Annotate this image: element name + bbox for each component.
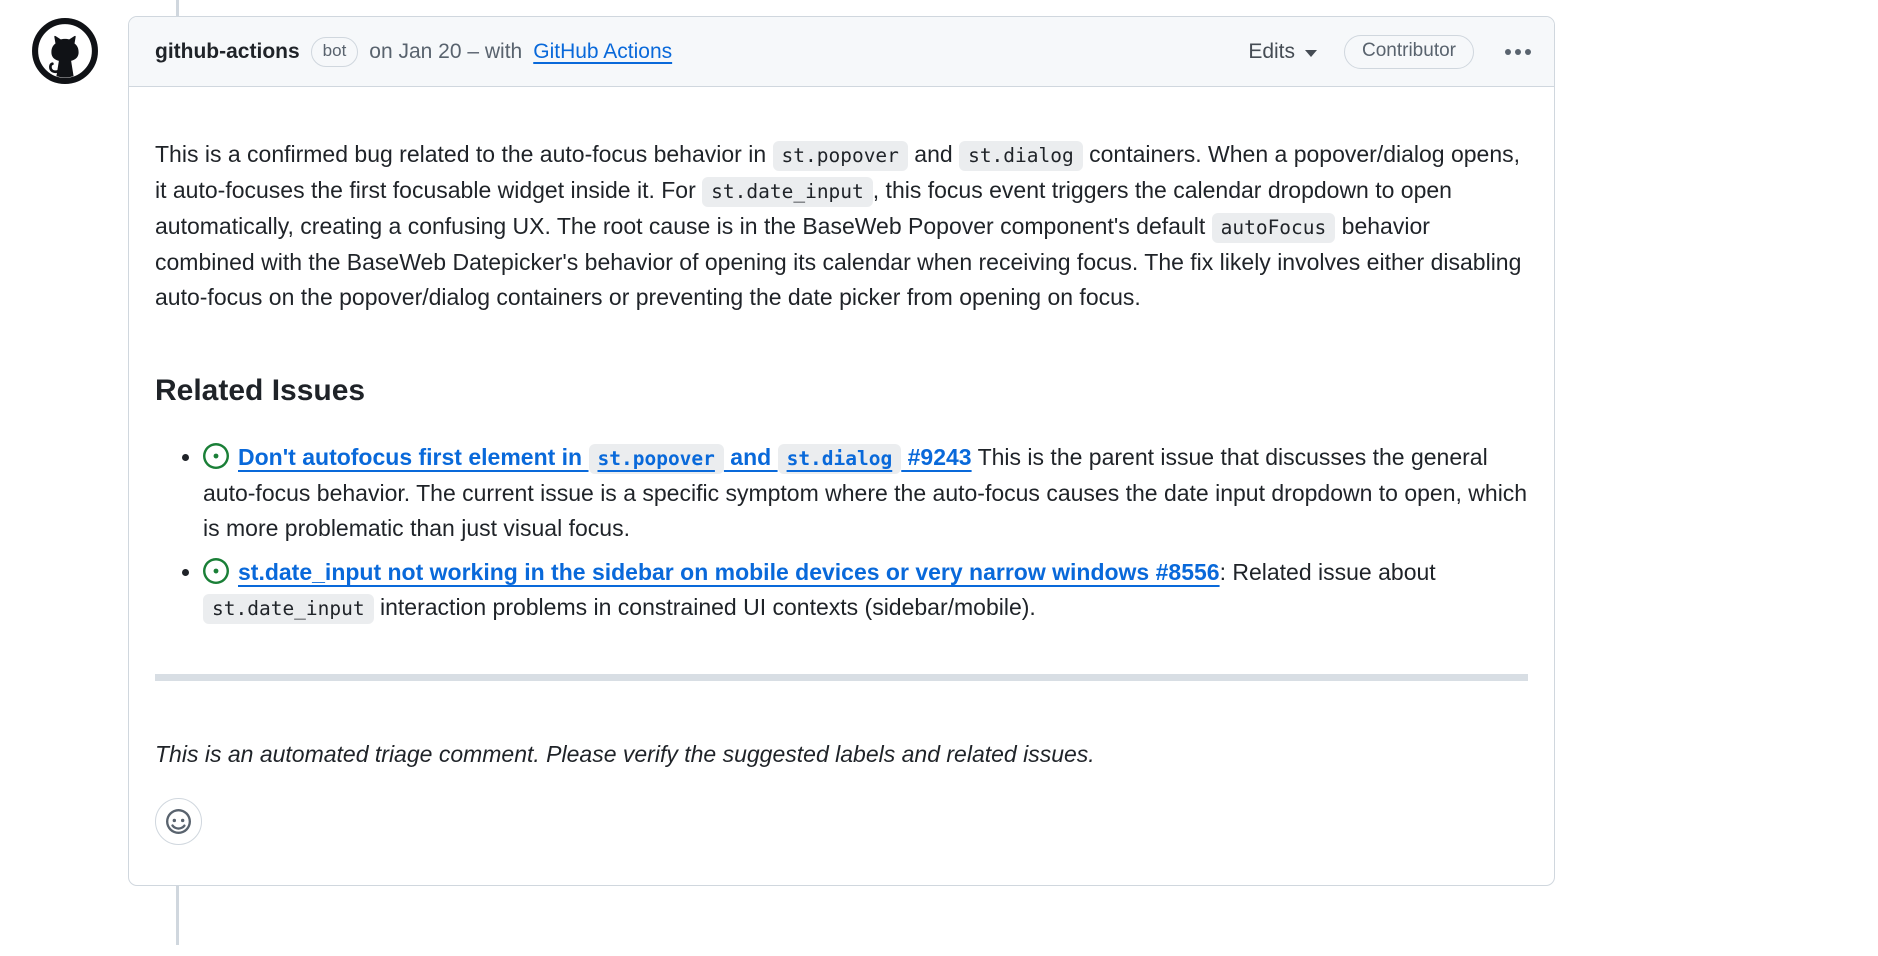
inline-code: autoFocus	[1212, 213, 1336, 243]
comment-options-button[interactable]	[1500, 40, 1536, 63]
issue-link[interactable]: Don't autofocus first element in st.popover and st.dialog #9243	[238, 444, 972, 470]
kebab-horizontal-icon	[1504, 44, 1532, 59]
automated-note: This is an automated triage comment. Please verify the suggested labels and related issues.	[155, 741, 1095, 767]
issue-description: : Related issue about st.date_input interaction problems in constrained UI contexts (sidebar/mobile).	[203, 559, 1436, 620]
edits-dropdown-button[interactable]	[1248, 40, 1318, 64]
inline-code: st.date_input	[203, 594, 374, 624]
inline-code: st.dialog	[959, 141, 1083, 171]
github-actions-link[interactable]: GitHub Actions	[533, 39, 673, 63]
github-octocat-logo-icon	[31, 17, 99, 85]
inline-code: st.popover	[773, 141, 908, 171]
comment-header-actions	[1248, 35, 1536, 69]
comment-body	[129, 87, 1554, 885]
add-reaction-button[interactable]	[155, 798, 202, 845]
issue-opened-icon	[203, 443, 229, 469]
inline-code: st.dialog	[778, 444, 902, 474]
edits-label: Edits	[1248, 39, 1295, 63]
divider	[155, 674, 1528, 681]
contributor-badge: Contributor	[1344, 35, 1474, 69]
smiley-icon	[166, 809, 191, 834]
comment-header-meta	[155, 37, 672, 67]
issue-description: This is the parent issue that discusses the general auto-focus behavior. The current issue is a specific symptom where the auto-focus causes the date input dropdown to open, which is more problematic than just visual focus.	[203, 444, 1528, 541]
bot-badge: bot	[311, 37, 359, 67]
issue-link[interactable]: st.date_input not working in the sidebar on mobile devices or very narrow windows #8556	[238, 559, 1220, 585]
related-issues-heading: Related Issues	[155, 374, 366, 407]
comment-header	[129, 17, 1554, 87]
avatar[interactable]	[31, 17, 99, 85]
inline-code: st.popover	[589, 444, 724, 474]
chevron-down-icon	[1304, 40, 1318, 64]
related-issue-item	[203, 555, 1528, 626]
comment-timestamp[interactable]: on Jan 20 – with	[369, 39, 523, 63]
related-issue-item	[203, 440, 1528, 546]
comment-card	[128, 16, 1555, 886]
inline-code: st.date_input	[702, 177, 873, 207]
comment-paragraph: This is a confirmed bug related to the auto-focus behavior in st.popover and st.dialog containers. When a popover/dialog opens, it auto-focuses the first focusable widget inside it. For st.date_input , this focus event triggers the calendar dropdown to open automatically, creating a confusing UX. The root cause is in the BaseWeb Popover component's default autoFocus behavior combined with the BaseWeb Datepicker's behavior of opening its calendar when receiving focus. The fix likely involves either disabling auto-focus on the popover/dialog containers or preventing the date picker from opening on focus.	[155, 141, 1522, 310]
issue-opened-icon	[203, 558, 229, 584]
author-login[interactable]: github-actions	[155, 39, 300, 63]
related-issues-list	[155, 440, 1528, 626]
